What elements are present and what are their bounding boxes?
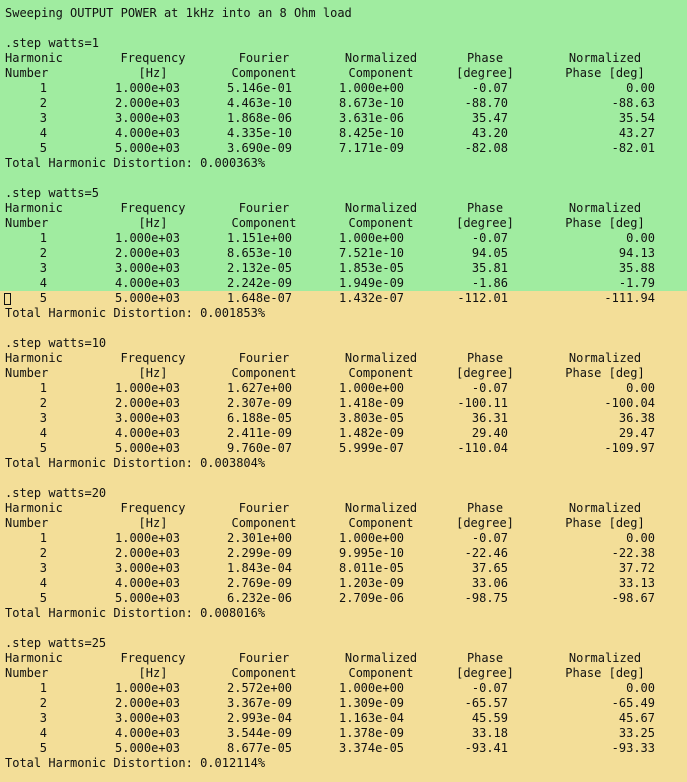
cell-harmonic-number: 4 (39, 726, 47, 740)
column-header-harmonic-number: Number (5, 516, 49, 530)
cell-harmonic-number: 3 (39, 261, 47, 275)
cell-frequency: 2.000e+03 (115, 96, 181, 110)
cell-phase: 29.40 (471, 426, 508, 440)
cell-phase: 35.81 (471, 261, 508, 275)
cell-fourier-component: 2.993e-04 (227, 711, 293, 725)
cell-normalized-component: 1.309e-09 (339, 696, 405, 710)
cell-normalized-component: 7.521e-10 (339, 246, 405, 260)
column-header-fourier-component: Fourier (238, 51, 290, 65)
cell-normalized-component: 9.995e-10 (339, 546, 405, 560)
cell-normalized-phase: 35.54 (618, 111, 655, 125)
cell-frequency: 5.000e+03 (115, 441, 181, 455)
column-header-frequency: [Hz] (138, 516, 168, 530)
cell-normalized-component: 1.000e+00 (339, 381, 405, 395)
cell-normalized-component: 1.418e-09 (339, 396, 405, 410)
column-header-normalized-phase: Phase [deg] (565, 216, 645, 230)
cell-fourier-component: 8.677e-05 (227, 741, 293, 755)
cell-phase: 43.20 (471, 126, 508, 140)
cell-normalized-phase: -65.49 (611, 696, 655, 710)
cell-normalized-component: 1.949e-09 (339, 276, 405, 290)
column-header-normalized-component: Normalized (344, 51, 418, 65)
column-header-frequency: [Hz] (138, 666, 168, 680)
cell-phase: -88.70 (464, 96, 508, 110)
cell-harmonic-number: 3 (39, 111, 47, 125)
cell-normalized-component: 8.011e-05 (339, 561, 405, 575)
cell-frequency: 2.000e+03 (115, 396, 181, 410)
cell-frequency: 5.000e+03 (115, 141, 181, 155)
cell-phase: -65.57 (464, 696, 508, 710)
cell-harmonic-number: 4 (39, 576, 47, 590)
column-header-phase: Phase (466, 351, 504, 365)
cell-frequency: 5.000e+03 (115, 291, 181, 305)
cell-harmonic-number: 5 (39, 141, 47, 155)
cell-frequency: 4.000e+03 (115, 126, 181, 140)
column-header-frequency: [Hz] (138, 66, 168, 80)
column-header-harmonic-number: Harmonic (5, 201, 63, 215)
cell-normalized-component: 3.374e-05 (339, 741, 405, 755)
column-header-fourier-component: Component (231, 216, 297, 230)
cell-normalized-component: 1.000e+00 (339, 231, 405, 245)
column-header-phase: [degree] (456, 366, 514, 380)
step-label: .step watts=5 (5, 186, 99, 200)
cell-frequency: 1.000e+03 (115, 531, 181, 545)
thd-summary: Total Harmonic Distortion: 0.000363% (5, 156, 266, 170)
cell-normalized-component: 1.203e-09 (339, 576, 405, 590)
cell-normalized-component: 8.673e-10 (339, 96, 405, 110)
cell-phase: 45.59 (471, 711, 508, 725)
cell-frequency: 2.000e+03 (115, 246, 181, 260)
cell-normalized-phase: 0.00 (626, 81, 655, 95)
cell-phase: -110.04 (457, 441, 508, 455)
cell-normalized-phase: -88.63 (611, 96, 655, 110)
column-header-fourier-component: Fourier (238, 351, 290, 365)
column-header-normalized-component: Normalized (344, 201, 418, 215)
cell-harmonic-number: 1 (39, 81, 47, 95)
cell-fourier-component: 2.411e-09 (227, 426, 293, 440)
column-header-phase: [degree] (456, 516, 514, 530)
cell-frequency: 1.000e+03 (115, 231, 181, 245)
column-header-harmonic-number: Number (5, 216, 49, 230)
cell-harmonic-number: 2 (39, 696, 47, 710)
cell-phase: -98.75 (464, 591, 508, 605)
cell-phase: 36.31 (471, 411, 508, 425)
thd-summary: Total Harmonic Distortion: 0.012114% (5, 756, 266, 770)
cell-harmonic-number: 4 (39, 426, 47, 440)
cell-frequency: 5.000e+03 (115, 591, 181, 605)
cell-fourier-component: 2.299e-09 (227, 546, 293, 560)
column-header-normalized-phase: Phase [deg] (565, 516, 645, 530)
cell-frequency: 4.000e+03 (115, 276, 181, 290)
cell-frequency: 5.000e+03 (115, 741, 181, 755)
cell-normalized-component: 1.482e-09 (339, 426, 405, 440)
cell-normalized-phase: 0.00 (626, 381, 655, 395)
cell-phase: 35.47 (471, 111, 508, 125)
cell-harmonic-number: 2 (39, 246, 47, 260)
cell-normalized-component: 1.853e-05 (339, 261, 405, 275)
cell-normalized-phase: 35.88 (618, 261, 655, 275)
cell-normalized-phase: -98.67 (611, 591, 655, 605)
cell-normalized-phase: 33.13 (618, 576, 655, 590)
column-header-normalized-phase: Normalized (568, 501, 642, 515)
cell-normalized-phase: -93.33 (611, 741, 655, 755)
cell-harmonic-number: 1 (39, 681, 47, 695)
cell-frequency: 3.000e+03 (115, 261, 181, 275)
column-header-normalized-component: Normalized (344, 501, 418, 515)
cell-fourier-component: 2.242e-09 (227, 276, 293, 290)
cell-normalized-component: 5.999e-07 (339, 441, 405, 455)
column-header-frequency: Frequency (120, 201, 186, 215)
cell-normalized-component: 3.631e-06 (339, 111, 405, 125)
step-label: .step watts=10 (5, 336, 107, 350)
cell-phase: -0.07 (471, 81, 508, 95)
cell-frequency: 1.000e+03 (115, 381, 181, 395)
column-header-phase: Phase (466, 201, 504, 215)
column-header-fourier-component: Fourier (238, 501, 290, 515)
cell-normalized-phase: 0.00 (626, 231, 655, 245)
cell-fourier-component: 1.151e+00 (227, 231, 293, 245)
cell-fourier-component: 3.690e-09 (227, 141, 293, 155)
column-header-harmonic-number: Harmonic (5, 651, 63, 665)
column-header-phase: Phase (466, 501, 504, 515)
column-header-phase: [degree] (456, 666, 514, 680)
column-header-phase: Phase (466, 51, 504, 65)
cell-fourier-component: 2.132e-05 (227, 261, 293, 275)
cell-harmonic-number: 5 (39, 741, 47, 755)
cell-normalized-component: 7.171e-09 (339, 141, 405, 155)
cell-fourier-component: 1.648e-07 (227, 291, 293, 305)
column-header-harmonic-number: Harmonic (5, 501, 63, 515)
cell-phase: 33.06 (471, 576, 508, 590)
cell-normalized-component: 1.000e+00 (339, 81, 405, 95)
cell-normalized-phase: 94.13 (618, 246, 655, 260)
cell-normalized-phase: -82.01 (611, 141, 655, 155)
column-header-phase: Phase (466, 651, 504, 665)
column-header-phase: [degree] (456, 66, 514, 80)
column-header-fourier-component: Component (231, 66, 297, 80)
cell-fourier-component: 2.769e-09 (227, 576, 293, 590)
column-header-harmonic-number: Harmonic (5, 351, 63, 365)
cell-fourier-component: 3.544e-09 (227, 726, 293, 740)
column-header-normalized-component: Component (348, 366, 414, 380)
cell-normalized-component: 2.709e-06 (339, 591, 405, 605)
cell-phase: -0.07 (471, 381, 508, 395)
cell-phase: -1.86 (471, 276, 508, 290)
cell-harmonic-number: 5 (39, 591, 47, 605)
cell-phase: -0.07 (471, 531, 508, 545)
cell-frequency: 3.000e+03 (115, 711, 181, 725)
cell-harmonic-number: 1 (39, 531, 47, 545)
cell-frequency: 3.000e+03 (115, 111, 181, 125)
cell-normalized-phase: -22.38 (611, 546, 655, 560)
cell-phase: -93.41 (464, 741, 508, 755)
cell-normalized-phase: 37.72 (618, 561, 655, 575)
cell-fourier-component: 2.307e-09 (227, 396, 293, 410)
cell-fourier-component: 4.335e-10 (227, 126, 293, 140)
cell-phase: 33.18 (471, 726, 508, 740)
step-label: .step watts=1 (5, 36, 99, 50)
cell-normalized-phase: -111.94 (604, 291, 655, 305)
cell-fourier-component: 2.572e+00 (227, 681, 293, 695)
cell-harmonic-number: 5 (39, 291, 47, 305)
column-header-normalized-phase: Normalized (568, 201, 642, 215)
column-header-normalized-phase: Phase [deg] (565, 666, 645, 680)
cell-normalized-phase: -100.04 (604, 396, 655, 410)
column-header-harmonic-number: Number (5, 66, 49, 80)
column-header-fourier-component: Component (231, 666, 297, 680)
cell-frequency: 2.000e+03 (115, 696, 181, 710)
cell-frequency: 1.000e+03 (115, 681, 181, 695)
cell-harmonic-number: 4 (39, 276, 47, 290)
column-header-normalized-phase: Normalized (568, 51, 642, 65)
cell-fourier-component: 4.463e-10 (227, 96, 293, 110)
text-cursor (4, 293, 11, 305)
thd-summary: Total Harmonic Distortion: 0.008016% (5, 606, 266, 620)
cell-normalized-component: 8.425e-10 (339, 126, 405, 140)
cell-harmonic-number: 3 (39, 411, 47, 425)
column-header-fourier-component: Component (231, 366, 297, 380)
column-header-harmonic-number: Harmonic (5, 51, 63, 65)
cell-harmonic-number: 2 (39, 546, 47, 560)
cell-normalized-phase: -109.97 (604, 441, 655, 455)
column-header-frequency: [Hz] (138, 366, 168, 380)
cell-normalized-phase: 33.25 (618, 726, 655, 740)
cell-normalized-component: 3.803e-05 (339, 411, 405, 425)
cell-fourier-component: 1.627e+00 (227, 381, 293, 395)
cell-phase: -0.07 (471, 231, 508, 245)
cell-normalized-component: 1.000e+00 (339, 681, 405, 695)
column-header-harmonic-number: Number (5, 366, 49, 380)
cell-phase: -22.46 (464, 546, 508, 560)
cell-fourier-component: 3.367e-09 (227, 696, 293, 710)
cell-frequency: 1.000e+03 (115, 81, 181, 95)
cell-harmonic-number: 3 (39, 711, 47, 725)
column-header-fourier-component: Component (231, 516, 297, 530)
cell-frequency: 2.000e+03 (115, 546, 181, 560)
column-header-frequency: Frequency (120, 651, 186, 665)
column-header-phase: [degree] (456, 216, 514, 230)
column-header-normalized-component: Component (348, 216, 414, 230)
cell-fourier-component: 6.232e-06 (227, 591, 293, 605)
column-header-frequency: Frequency (120, 351, 186, 365)
column-header-normalized-component: Normalized (344, 651, 418, 665)
column-header-harmonic-number: Number (5, 666, 49, 680)
cell-harmonic-number: 2 (39, 96, 47, 110)
cell-normalized-component: 1.432e-07 (339, 291, 405, 305)
log-title: Sweeping OUTPUT POWER at 1kHz into an 8 Ohm load (5, 6, 352, 20)
column-header-normalized-phase: Phase [deg] (565, 366, 645, 380)
cell-frequency: 4.000e+03 (115, 426, 181, 440)
cell-fourier-component: 1.843e-04 (227, 561, 293, 575)
cell-harmonic-number: 3 (39, 561, 47, 575)
cell-fourier-component: 2.301e+00 (227, 531, 293, 545)
column-header-fourier-component: Fourier (238, 201, 290, 215)
cell-fourier-component: 5.146e-01 (227, 81, 293, 95)
cell-fourier-component: 1.868e-06 (227, 111, 293, 125)
thd-summary: Total Harmonic Distortion: 0.003804% (5, 456, 266, 470)
column-header-frequency: Frequency (120, 501, 186, 515)
column-header-fourier-component: Fourier (238, 651, 290, 665)
column-header-normalized-component: Component (348, 516, 414, 530)
cell-harmonic-number: 2 (39, 396, 47, 410)
cell-frequency: 4.000e+03 (115, 576, 181, 590)
cell-normalized-phase: -1.79 (618, 276, 655, 290)
cell-phase: 94.05 (471, 246, 508, 260)
cell-normalized-phase: 43.27 (618, 126, 655, 140)
column-header-normalized-phase: Normalized (568, 651, 642, 665)
cell-phase: 37.65 (471, 561, 508, 575)
column-header-frequency: Frequency (120, 51, 186, 65)
cell-frequency: 3.000e+03 (115, 561, 181, 575)
step-label: .step watts=20 (5, 486, 107, 500)
column-header-frequency: [Hz] (138, 216, 168, 230)
cell-frequency: 3.000e+03 (115, 411, 181, 425)
column-header-normalized-component: Component (348, 66, 414, 80)
cell-normalized-phase: 36.38 (618, 411, 655, 425)
cell-phase: -112.01 (457, 291, 508, 305)
cell-normalized-phase: 29.47 (618, 426, 655, 440)
cell-normalized-component: 1.000e+00 (339, 531, 405, 545)
cell-fourier-component: 9.760e-07 (227, 441, 293, 455)
cell-normalized-phase: 45.67 (618, 711, 655, 725)
cell-fourier-component: 8.653e-10 (227, 246, 293, 260)
cell-fourier-component: 6.188e-05 (227, 411, 293, 425)
cell-normalized-component: 1.163e-04 (339, 711, 405, 725)
cell-harmonic-number: 4 (39, 126, 47, 140)
column-header-normalized-phase: Phase [deg] (565, 66, 645, 80)
cell-harmonic-number: 5 (39, 441, 47, 455)
cell-phase: -100.11 (457, 396, 508, 410)
column-header-normalized-component: Normalized (344, 351, 418, 365)
cell-normalized-phase: 0.00 (626, 681, 655, 695)
cell-phase: -0.07 (471, 681, 508, 695)
thd-summary: Total Harmonic Distortion: 0.001853% (5, 306, 266, 320)
column-header-normalized-component: Component (348, 666, 414, 680)
cell-normalized-component: 1.378e-09 (339, 726, 405, 740)
column-header-normalized-phase: Normalized (568, 351, 642, 365)
step-label: .step watts=25 (5, 636, 107, 650)
cell-frequency: 4.000e+03 (115, 726, 181, 740)
cell-harmonic-number: 1 (39, 381, 47, 395)
cell-phase: -82.08 (464, 141, 508, 155)
cell-harmonic-number: 1 (39, 231, 47, 245)
cell-normalized-phase: 0.00 (626, 531, 655, 545)
